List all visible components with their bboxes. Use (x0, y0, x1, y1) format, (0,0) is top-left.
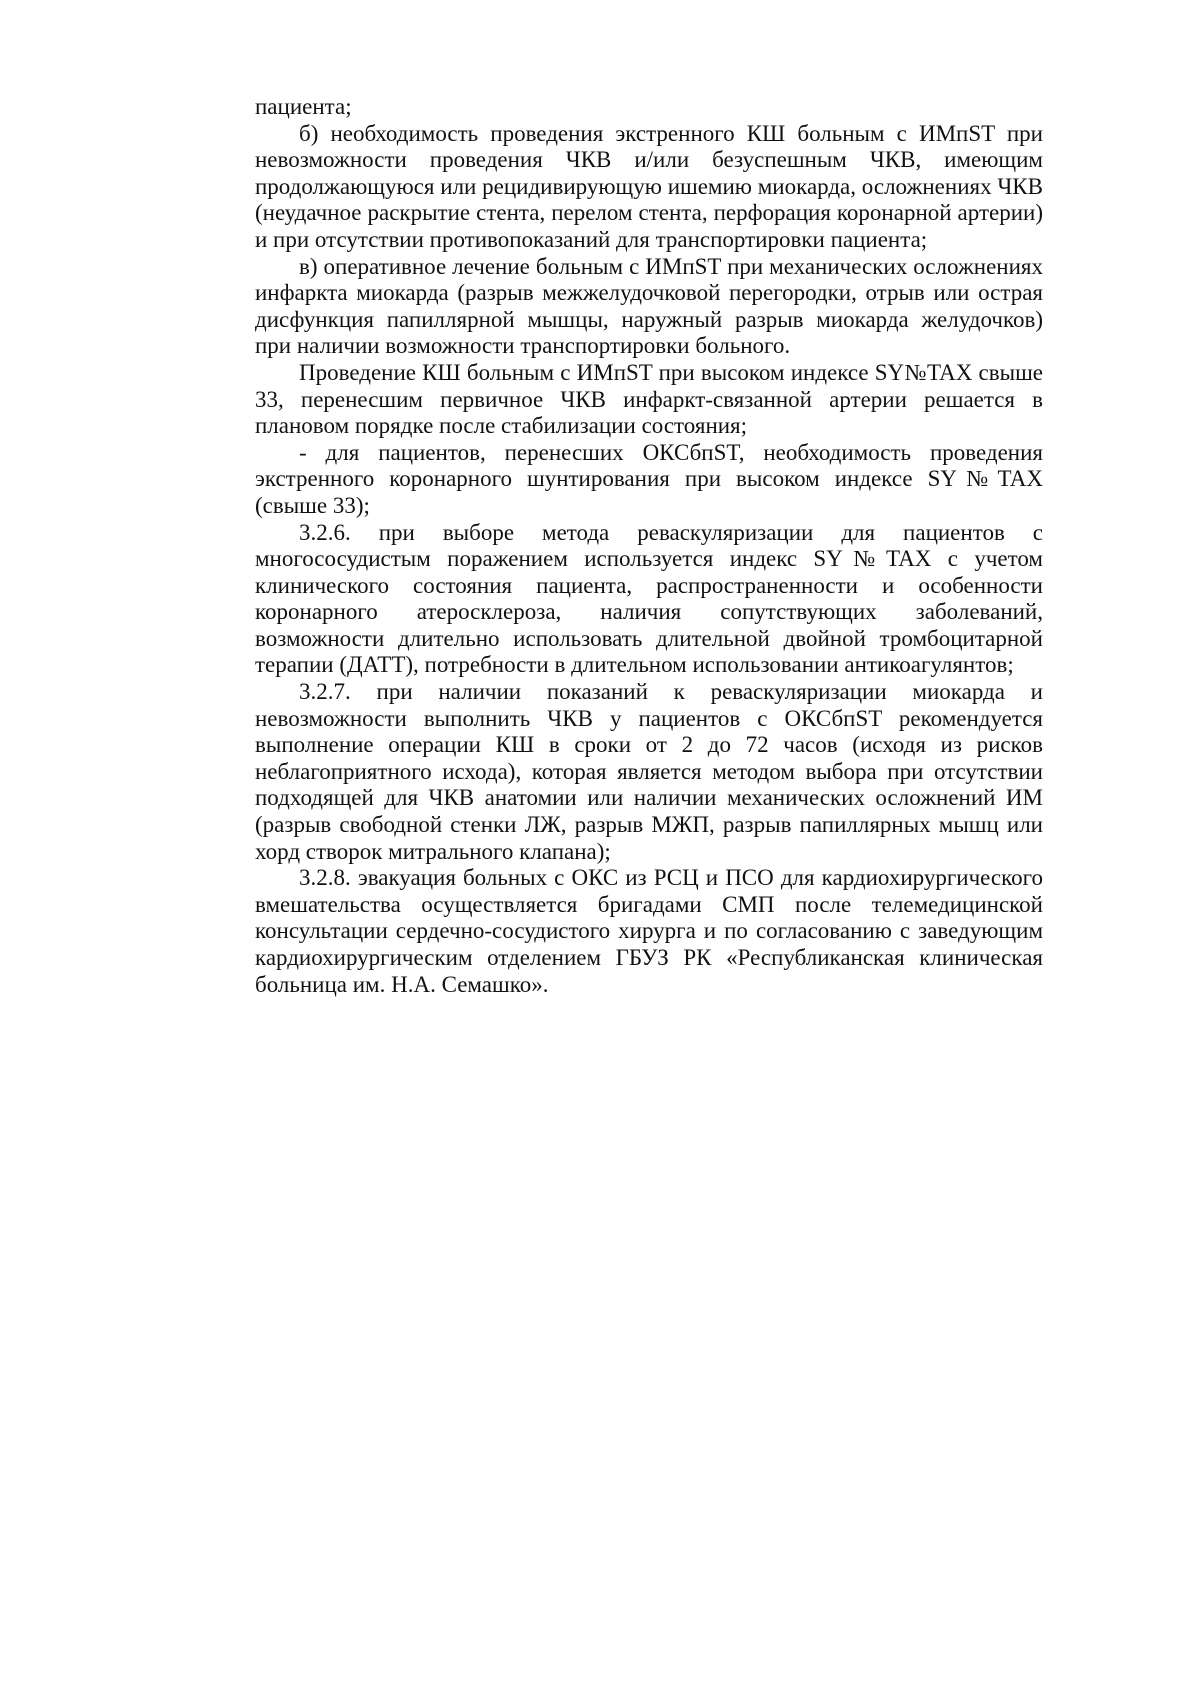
paragraph-item-b: б) необходимость проведения экстренного КШ больным с ИМпST при невозможности проведения ЧКВ и/или безуспешным ЧКВ, имеющим продолжающуюся или рецидивирующую ишемию миокарда, осложнениях ЧКВ (неудачное раскрытие стента, перелом стента, перфорация коронарной артерии) и при отсутствии противопоказаний для транспортировки пациента; (255, 120, 1043, 252)
document-body (255, 94, 1043, 998)
paragraph-3-2-6: 3.2.6. при выборе метода реваскуляризации для пациентов с многососудистым поражением используется индекс SY№TAX с учетом клинического состояния пациента, распространенности и особенности коронарного атеросклероза, наличия сопутствующих заболеваний, возможности длительно использовать длительной двойной тромбоцитарной терапии (ДАТТ), потребности в длительном использовании антикоагулянтов; (255, 519, 1043, 678)
paragraph-syntax-cabg: Проведение КШ больным с ИМпST при высоком индексе SY№TAX свыше 33, перенесшим первичное ЧКВ инфаркт-связанной артерии решается в плановом порядке после стабилизации состояния; (255, 359, 1043, 439)
paragraph-continuation: пациента; (255, 94, 352, 119)
paragraph-nste-acs: - для пациентов, перенесших ОКСбпST, необходимость проведения экстренного коронарного шунтирования при высоком индексе SY№TAX (свыше 33); (255, 439, 1043, 518)
paragraph-3-2-7: 3.2.7. при наличии показаний к реваскуляризации миокарда и невозможности выполнить ЧКВ у пациентов с ОКСбпST рекомендуется выполнение операции КШ в сроки от 2 до 72 часов (исходя из рисков неблагоприятного исхода), которая является методом выбора при отсутствии подходящей для ЧКВ анатомии или наличии механических осложнений ИМ (разрыв свободной стенки ЛЖ, разрыв МЖП, разрыв папиллярных мышц или хорд створок митрального клапана); (255, 679, 1043, 864)
paragraph-3-2-8: 3.2.8. эвакуация больных с ОКС из РСЦ и ПСО для кардиохирургического вмешательства осуществляется бригадами СМП после телемедицинской консультации сердечно-сосудистого хирурга и по согласованию с заведующим кардиохирургическим отделением ГБУЗ РК «Республиканская клиническая больница им. Н.А. Семашко». (255, 865, 1043, 997)
paragraph-item-v: в) оперативное лечение больным с ИМпST при механических осложнениях инфаркта миокарда (разрыв межжелудочковой перегородки, отрыв или острая дисфункция папиллярной мышцы, наружный разрыв миокарда желудочков) при наличии возможности транспортировки больного. (255, 253, 1043, 359)
